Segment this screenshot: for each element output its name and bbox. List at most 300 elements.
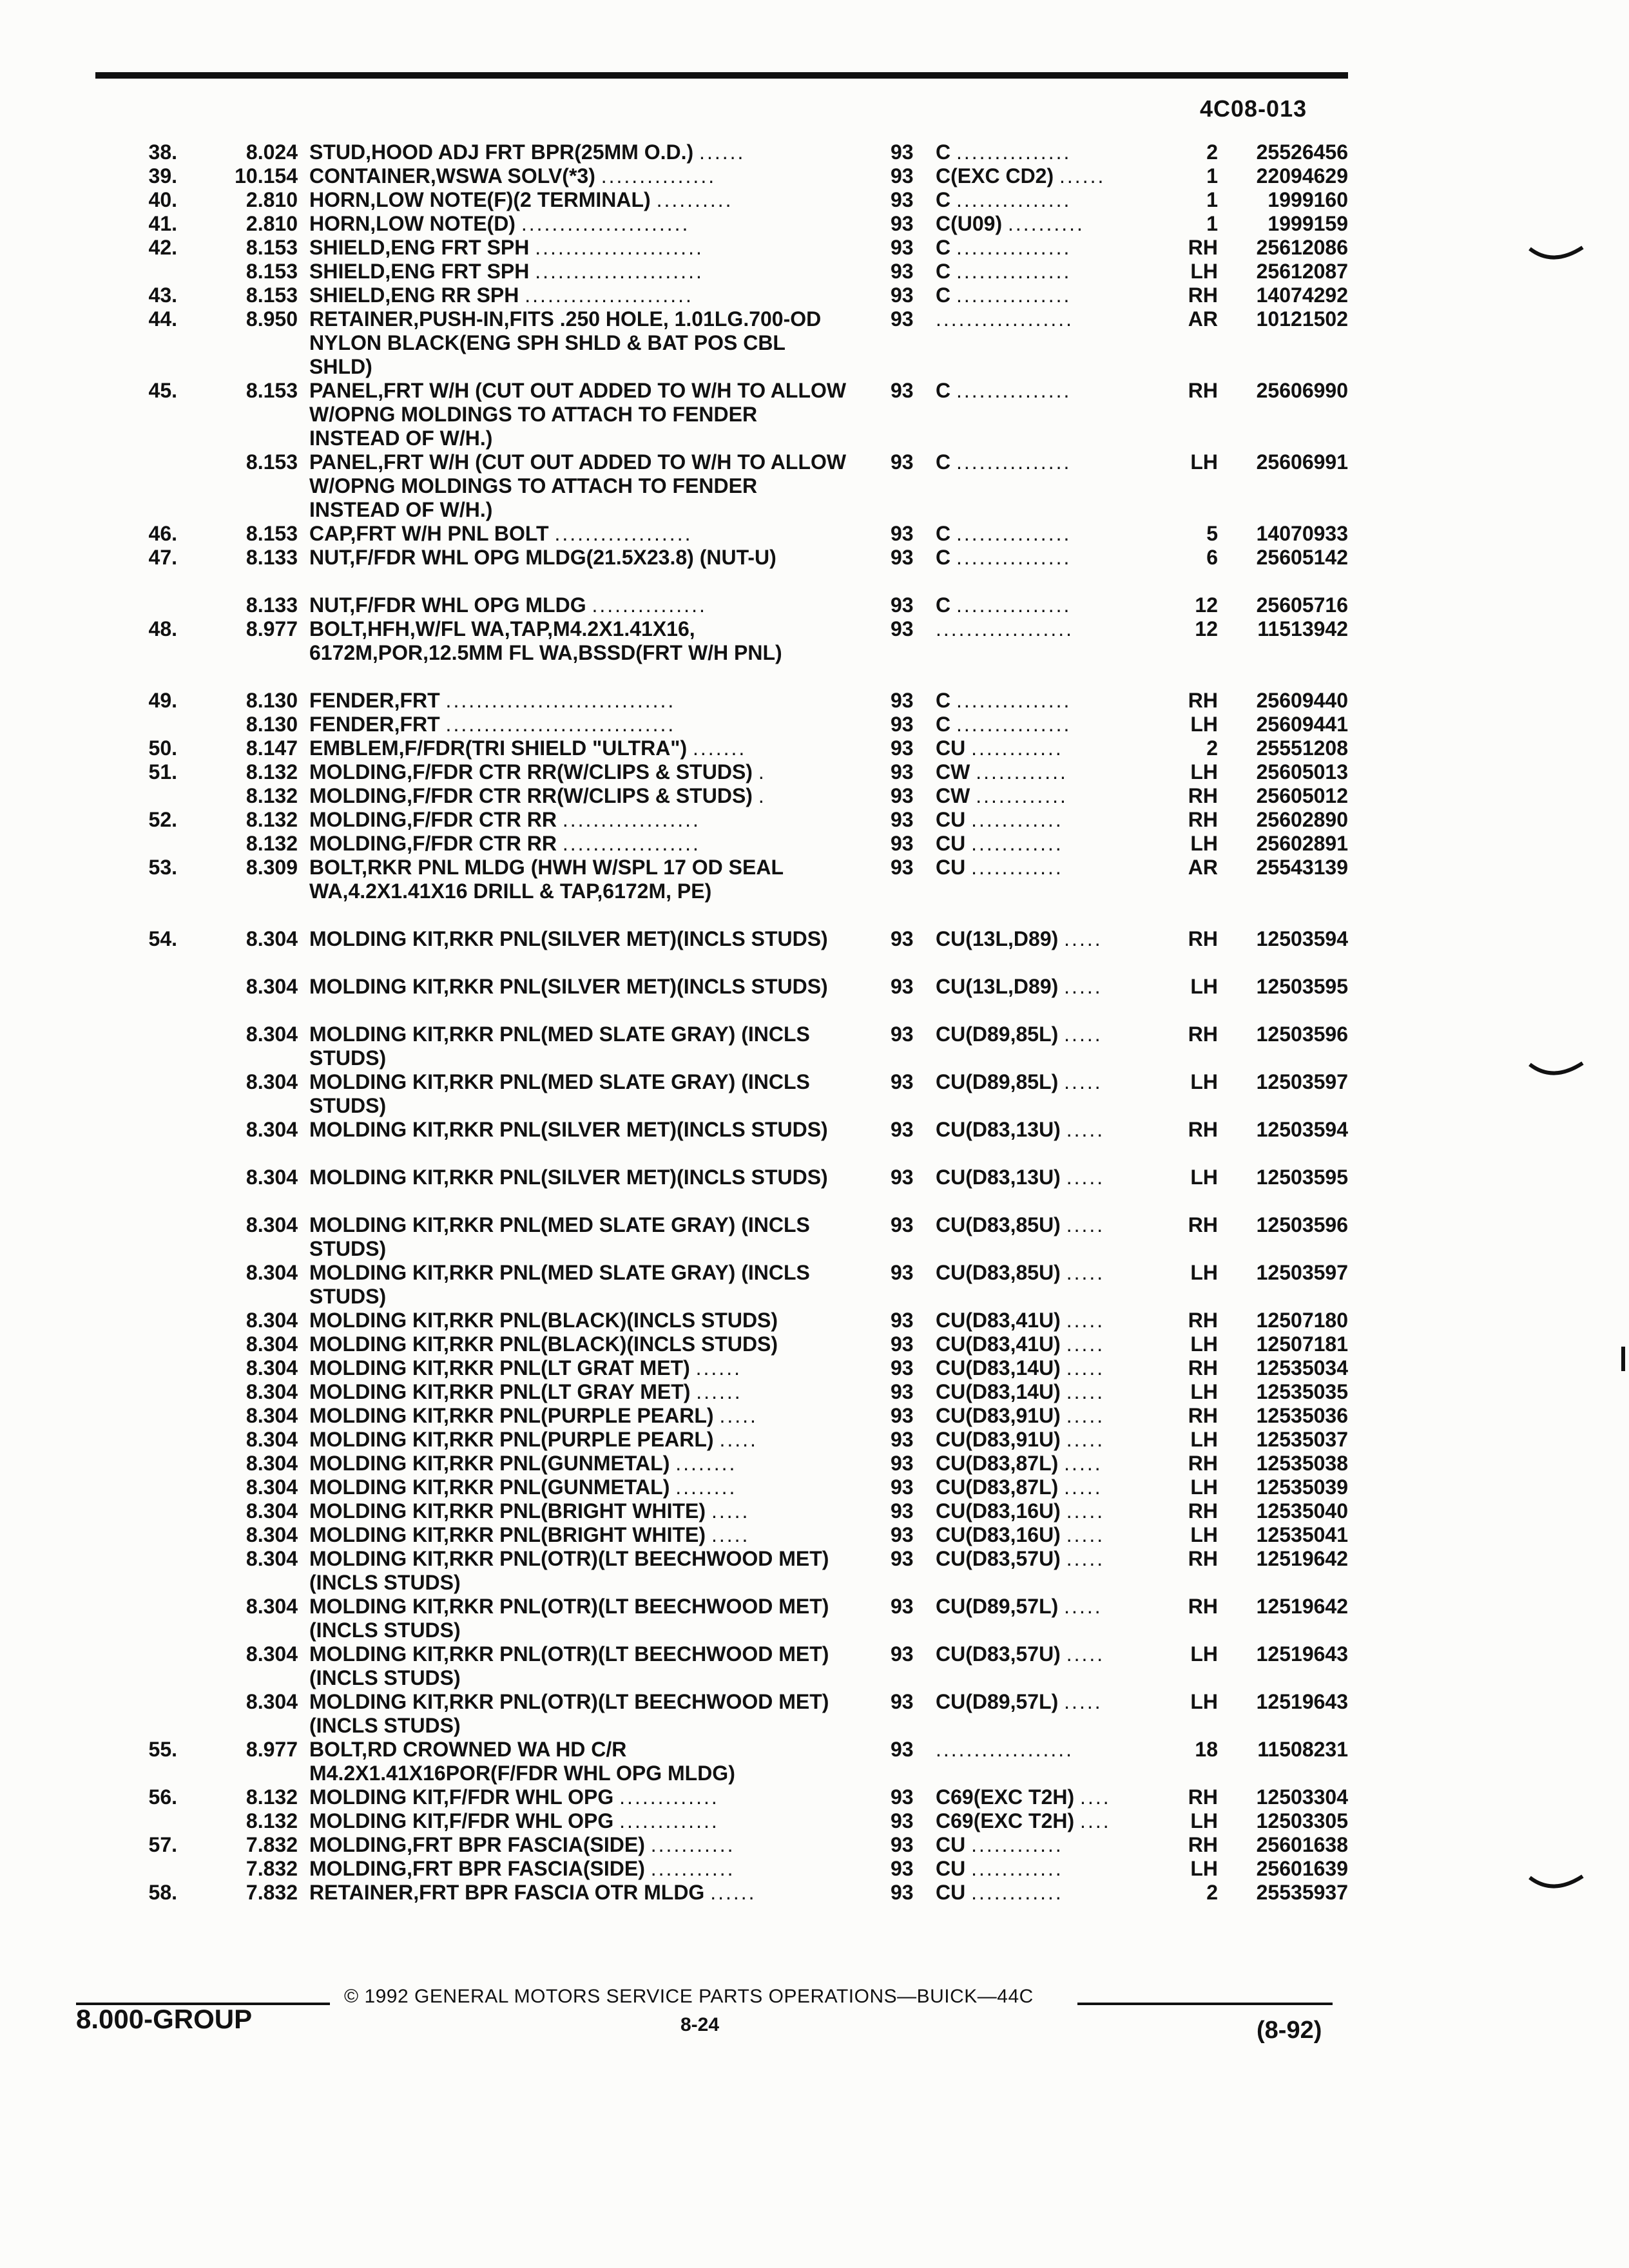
quantity: 1 bbox=[1206, 164, 1218, 187]
part-name: RETAINER bbox=[309, 307, 414, 331]
part-number: 11513942 bbox=[1257, 617, 1348, 640]
model-code bbox=[936, 1261, 1168, 1285]
leader-dots: ..... bbox=[1064, 927, 1103, 950]
part-name: FENDER bbox=[309, 713, 394, 736]
model-code-text: C bbox=[936, 689, 951, 712]
part-description bbox=[309, 927, 851, 951]
table-row bbox=[0, 927, 1629, 975]
model-year: 93 bbox=[891, 1309, 914, 1332]
quantity: RH bbox=[1188, 1499, 1218, 1523]
model-year: 93 bbox=[891, 1118, 914, 1141]
part-description bbox=[309, 1523, 851, 1547]
leader-dots: ............ bbox=[971, 1857, 1063, 1880]
leader-dots: ............ bbox=[971, 1881, 1063, 1904]
part-description bbox=[309, 284, 851, 307]
model-year: 93 bbox=[891, 808, 914, 831]
quantity: LH bbox=[1190, 1166, 1218, 1189]
leader-dots: ...... bbox=[696, 1380, 742, 1403]
table-row bbox=[0, 546, 1629, 593]
reference-number: 56. bbox=[148, 1785, 177, 1809]
part-description bbox=[309, 307, 851, 379]
group-number: 8.153 bbox=[246, 236, 298, 259]
parts-list bbox=[0, 140, 1629, 1905]
part-detail: ,LOW NOTE(F)(2 TERMINAL) bbox=[370, 188, 651, 211]
reference-number: 41. bbox=[148, 212, 177, 235]
table-row bbox=[0, 689, 1629, 713]
table-row bbox=[0, 1309, 1629, 1332]
table-row bbox=[0, 1452, 1629, 1475]
part-name: MOLDING KIT bbox=[309, 1118, 443, 1141]
part-number: 12507181 bbox=[1256, 1332, 1348, 1356]
quantity: RH bbox=[1188, 236, 1218, 259]
table-row bbox=[0, 1738, 1629, 1785]
part-description bbox=[309, 1857, 851, 1881]
part-description bbox=[309, 1690, 851, 1738]
group-number: 8.304 bbox=[246, 927, 298, 950]
part-number: 25609440 bbox=[1256, 689, 1348, 712]
part-detail: ,FRT W/H PNL BOLT bbox=[350, 522, 549, 545]
quantity: LH bbox=[1190, 1809, 1218, 1832]
group-number: 2.810 bbox=[246, 188, 298, 211]
quantity: 5 bbox=[1206, 522, 1218, 545]
leader-dots: ..... bbox=[1064, 1452, 1103, 1475]
part-number: 22094629 bbox=[1256, 164, 1348, 187]
group-number: 8.153 bbox=[246, 450, 298, 474]
table-row bbox=[0, 1356, 1629, 1380]
leader-dots: ...... bbox=[1059, 164, 1106, 187]
part-detail: ,RKR PNL(MED SLATE GRAY) (INCLS STUDS) bbox=[309, 1213, 810, 1260]
part-description bbox=[309, 1213, 851, 1261]
model-code-text: CU(D83,16U) bbox=[936, 1523, 1061, 1546]
part-number: 25605013 bbox=[1256, 760, 1348, 783]
model-code-text: CU bbox=[936, 1833, 966, 1856]
part-detail: ,PUSH-IN,FITS .250 HOLE, 1.01LG.700-OD NYLON BLACK(ENG SPH SHLD & BAT POS CBL SHLD) bbox=[309, 307, 822, 378]
quantity: RH bbox=[1188, 1595, 1218, 1618]
group-number: 8.147 bbox=[246, 736, 298, 760]
part-detail: ,FRT BPR FASCIA OTR MLDG bbox=[413, 1881, 705, 1904]
quantity: AR bbox=[1188, 307, 1218, 331]
part-name: MOLDING KIT bbox=[309, 1070, 443, 1093]
part-detail: ,RKR PNL(OTR)(LT BEECHWOOD MET)(INCLS STUDS) bbox=[309, 1547, 829, 1594]
model-year: 93 bbox=[891, 617, 914, 640]
part-number: 12503596 bbox=[1256, 1213, 1348, 1236]
group-number: 8.304 bbox=[246, 1595, 298, 1618]
group-number: 8.024 bbox=[246, 140, 298, 164]
leader-dots: ............... bbox=[956, 450, 1072, 474]
part-detail: ,RKR PNL(LT GRAT MET) bbox=[443, 1356, 690, 1379]
group-number: 8.950 bbox=[246, 307, 298, 331]
model-year: 93 bbox=[891, 1857, 914, 1880]
quantity: 2 bbox=[1206, 736, 1218, 760]
part-detail: ,RKR PNL(OTR)(LT BEECHWOOD MET)(INCLS STUDS) bbox=[309, 1595, 829, 1642]
model-year: 93 bbox=[891, 236, 914, 259]
model-code bbox=[936, 975, 1168, 999]
part-name: MOLDING bbox=[309, 832, 407, 855]
leader-dots: ..... bbox=[1064, 975, 1103, 998]
leader-dots: ............... bbox=[592, 593, 707, 617]
part-number: 1999160 bbox=[1268, 188, 1348, 211]
part-detail: ,FRT BPR FASCIA(SIDE) bbox=[407, 1833, 645, 1856]
part-name: BOLT bbox=[309, 1738, 362, 1761]
reference-number: 40. bbox=[148, 188, 177, 211]
leader-dots: ..... bbox=[1066, 1213, 1105, 1236]
part-description bbox=[309, 1332, 851, 1356]
quantity: AR bbox=[1188, 856, 1218, 879]
part-number: 25612086 bbox=[1256, 236, 1348, 259]
part-number: 12535035 bbox=[1256, 1380, 1348, 1403]
group-number: 8.304 bbox=[246, 1118, 298, 1141]
part-description bbox=[309, 689, 851, 713]
group-number: 8.304 bbox=[246, 1332, 298, 1356]
quantity: RH bbox=[1188, 1309, 1218, 1332]
leader-dots: ............... bbox=[601, 164, 717, 187]
quantity: LH bbox=[1190, 1261, 1218, 1284]
model-code-text: C bbox=[936, 236, 951, 259]
model-year: 93 bbox=[891, 1547, 914, 1570]
leader-dots: ............... bbox=[956, 546, 1072, 569]
model-code bbox=[936, 1213, 1168, 1237]
leader-dots: ..... bbox=[1064, 1023, 1103, 1046]
part-name: MOLDING KIT bbox=[309, 1356, 443, 1379]
quantity: 1 bbox=[1206, 188, 1218, 211]
part-name: MOLDING bbox=[309, 1857, 407, 1880]
reference-number: 52. bbox=[148, 808, 177, 831]
part-detail: ,RKR PNL(SILVER MET)(INCLS STUDS) bbox=[443, 975, 828, 998]
model-code-text: CU(D89,85L) bbox=[936, 1070, 1059, 1093]
model-year: 93 bbox=[891, 450, 914, 474]
reference-number: 47. bbox=[148, 546, 177, 569]
leader-dots: ............ bbox=[971, 856, 1063, 879]
part-description bbox=[309, 1356, 851, 1380]
model-code bbox=[936, 1499, 1168, 1523]
quantity: LH bbox=[1190, 1428, 1218, 1451]
model-year: 93 bbox=[891, 689, 914, 712]
leader-dots: ..... bbox=[1066, 1356, 1105, 1379]
model-year: 93 bbox=[891, 1332, 914, 1356]
part-description bbox=[309, 1404, 851, 1428]
model-year: 93 bbox=[891, 546, 914, 569]
leader-dots: ..... bbox=[1066, 1261, 1105, 1284]
table-row bbox=[0, 1475, 1629, 1499]
table-row bbox=[0, 1881, 1629, 1905]
part-description bbox=[309, 260, 851, 284]
model-year: 93 bbox=[891, 140, 914, 164]
model-code bbox=[936, 546, 1168, 570]
group-number: 8.133 bbox=[246, 593, 298, 617]
table-row bbox=[0, 284, 1629, 307]
part-number: 12535039 bbox=[1256, 1475, 1348, 1499]
model-year: 93 bbox=[891, 927, 914, 950]
leader-dots: ...................... bbox=[521, 212, 690, 235]
part-number: 25606990 bbox=[1256, 379, 1348, 402]
group-number: 8.304 bbox=[246, 1213, 298, 1236]
table-row bbox=[0, 379, 1629, 450]
table-row bbox=[0, 1857, 1629, 1881]
leader-dots: ..... bbox=[1066, 1642, 1105, 1666]
reference-number: 54. bbox=[148, 927, 177, 950]
group-number: 7.832 bbox=[246, 1881, 298, 1904]
group-number: 8.304 bbox=[246, 1475, 298, 1499]
model-year: 93 bbox=[891, 713, 914, 736]
part-description bbox=[309, 1166, 851, 1189]
table-row bbox=[0, 713, 1629, 736]
leader-dots: ..... bbox=[1066, 1309, 1105, 1332]
model-code-text: CU(D83,41U) bbox=[936, 1309, 1061, 1332]
quantity: LH bbox=[1190, 832, 1218, 855]
part-detail: ,HOOD ADJ FRT BPR(25MM O.D.) bbox=[365, 140, 694, 164]
leader-dots: ..... bbox=[719, 1404, 758, 1427]
part-number: 12535038 bbox=[1256, 1452, 1348, 1475]
leader-dots: .... bbox=[1080, 1785, 1111, 1809]
reference-number: 43. bbox=[148, 284, 177, 307]
model-code-text: C bbox=[936, 284, 951, 307]
part-detail: ,ENG FRT SPH bbox=[385, 236, 530, 259]
leader-dots: ............... bbox=[956, 713, 1072, 736]
part-number: 25602891 bbox=[1256, 832, 1348, 855]
part-number: 25601639 bbox=[1256, 1857, 1348, 1880]
table-row bbox=[0, 450, 1629, 522]
table-row bbox=[0, 236, 1629, 260]
part-detail: ,FRT bbox=[394, 689, 440, 712]
leader-dots: ............... bbox=[956, 593, 1072, 617]
part-description bbox=[309, 975, 851, 999]
leader-dots: ..... bbox=[1064, 1690, 1103, 1713]
group-number: 2.810 bbox=[246, 212, 298, 235]
model-code-text: CU(D83,16U) bbox=[936, 1499, 1061, 1523]
part-name: RETAINER bbox=[309, 1881, 414, 1904]
part-name: MOLDING bbox=[309, 760, 407, 783]
part-name: MOLDING KIT bbox=[309, 1523, 443, 1546]
part-name: MOLDING KIT bbox=[309, 1452, 443, 1475]
model-code bbox=[936, 713, 1168, 736]
part-description bbox=[309, 450, 851, 522]
model-year: 93 bbox=[891, 1595, 914, 1618]
table-row bbox=[0, 1166, 1629, 1213]
group-number: 8.304 bbox=[246, 1642, 298, 1666]
part-detail: ,RKR PNL MLDG (HWH W/SPL 17 OD SEAL WA,4.2X1.41X16 DRILL & TAP,6172M, PE) bbox=[309, 856, 784, 903]
model-code bbox=[936, 736, 1168, 760]
part-detail: ,RKR PNL(OTR)(LT BEECHWOOD MET)(INCLS STUDS) bbox=[309, 1642, 829, 1689]
part-number: 12535037 bbox=[1256, 1428, 1348, 1451]
table-row bbox=[0, 1332, 1629, 1356]
part-name: CONTAINER bbox=[309, 164, 430, 187]
model-year: 93 bbox=[891, 164, 914, 187]
quantity: RH bbox=[1188, 1833, 1218, 1856]
part-description bbox=[309, 212, 851, 236]
table-row bbox=[0, 760, 1629, 784]
part-number: 12535040 bbox=[1256, 1499, 1348, 1523]
leader-dots: ............... bbox=[956, 236, 1072, 259]
table-row bbox=[0, 1785, 1629, 1809]
part-name: MOLDING KIT bbox=[309, 1547, 443, 1570]
part-detail: ,RKR PNL(GUNMETAL) bbox=[443, 1475, 670, 1499]
part-detail: ,RKR PNL(MED SLATE GRAY) (INCLS STUDS) bbox=[309, 1261, 810, 1308]
model-code-text: CU(D83,41U) bbox=[936, 1332, 1061, 1356]
model-year: 93 bbox=[891, 856, 914, 879]
model-code-text: CU bbox=[936, 736, 966, 760]
part-detail: ,RKR PNL(SILVER MET)(INCLS STUDS) bbox=[443, 1118, 828, 1141]
model-code bbox=[936, 1356, 1168, 1380]
leader-dots: ...... bbox=[710, 1881, 757, 1904]
model-code bbox=[936, 1642, 1168, 1666]
date-code: (8-92) bbox=[1257, 2017, 1322, 2044]
quantity: RH bbox=[1188, 1118, 1218, 1141]
model-code-text: CU bbox=[936, 1857, 966, 1880]
group-number: 8.132 bbox=[246, 832, 298, 855]
model-code bbox=[936, 1738, 1168, 1762]
table-row bbox=[0, 617, 1629, 689]
part-number: 12535041 bbox=[1256, 1523, 1348, 1546]
part-description bbox=[309, 236, 851, 260]
model-code-text: C bbox=[936, 522, 951, 545]
part-description bbox=[309, 832, 851, 856]
part-name: PANEL bbox=[309, 450, 378, 474]
table-row bbox=[0, 593, 1629, 617]
table-row bbox=[0, 1118, 1629, 1166]
part-detail: ,RKR PNL(BRIGHT WHITE) bbox=[443, 1499, 706, 1523]
leader-dots: ..... bbox=[1066, 1404, 1105, 1427]
part-name: MOLDING KIT bbox=[309, 1023, 443, 1046]
leader-dots: ............ bbox=[971, 736, 1063, 760]
part-description bbox=[309, 1118, 851, 1142]
model-code-text: CU(D83,13U) bbox=[936, 1166, 1061, 1189]
model-code bbox=[936, 1070, 1168, 1094]
model-code bbox=[936, 1881, 1168, 1905]
part-description bbox=[309, 1452, 851, 1475]
reference-number: 39. bbox=[148, 164, 177, 187]
group-number: 8.153 bbox=[246, 260, 298, 283]
part-name: MOLDING bbox=[309, 808, 407, 831]
quantity: RH bbox=[1188, 1023, 1218, 1046]
part-number: 12519642 bbox=[1256, 1595, 1348, 1618]
model-code-text: CU(D89,57L) bbox=[936, 1595, 1059, 1618]
group-number: 8.977 bbox=[246, 1738, 298, 1761]
model-code bbox=[936, 522, 1168, 546]
model-code-text: CU bbox=[936, 808, 966, 831]
part-description bbox=[309, 140, 851, 164]
model-year: 93 bbox=[891, 832, 914, 855]
group-number: 8.304 bbox=[246, 975, 298, 998]
model-code bbox=[936, 307, 1168, 331]
part-number: 12535036 bbox=[1256, 1404, 1348, 1427]
table-row bbox=[0, 1070, 1629, 1118]
part-description bbox=[309, 188, 851, 212]
part-description bbox=[309, 617, 851, 665]
quantity: RH bbox=[1188, 1547, 1218, 1570]
part-description bbox=[309, 1809, 851, 1833]
part-detail: ,WSWA SOLV(*3) bbox=[430, 164, 595, 187]
table-row bbox=[0, 1213, 1629, 1261]
model-code bbox=[936, 1380, 1168, 1404]
quantity: RH bbox=[1188, 284, 1218, 307]
leader-dots: ..... bbox=[1066, 1499, 1105, 1523]
leader-dots: . bbox=[758, 784, 766, 807]
part-name: SHIELD bbox=[309, 236, 385, 259]
leader-dots: .................. bbox=[936, 617, 1074, 640]
part-name: FENDER bbox=[309, 689, 394, 712]
part-number: 25601638 bbox=[1256, 1833, 1348, 1856]
model-code-text: CU(D83,91U) bbox=[936, 1404, 1061, 1427]
group-number: 8.130 bbox=[246, 689, 298, 712]
leader-dots: ............ bbox=[971, 808, 1063, 831]
part-number: 25605142 bbox=[1256, 546, 1348, 569]
model-code bbox=[936, 260, 1168, 284]
part-detail: ,RKR PNL(SILVER MET)(INCLS STUDS) bbox=[443, 1166, 828, 1189]
table-row bbox=[0, 1690, 1629, 1738]
quantity: LH bbox=[1190, 260, 1218, 283]
quantity: LH bbox=[1190, 1523, 1218, 1546]
leader-dots: ............... bbox=[956, 689, 1072, 712]
table-row bbox=[0, 808, 1629, 832]
part-number: 11508231 bbox=[1257, 1738, 1348, 1761]
quantity: 2 bbox=[1206, 140, 1218, 164]
leader-dots: ..... bbox=[719, 1428, 758, 1451]
leader-dots: ............ bbox=[971, 832, 1063, 855]
table-row bbox=[0, 1261, 1629, 1309]
group-number: 8.132 bbox=[246, 1809, 298, 1832]
model-code-text: CU(D83,57U) bbox=[936, 1642, 1061, 1666]
quantity: LH bbox=[1190, 1642, 1218, 1666]
part-description bbox=[309, 713, 851, 736]
top-rule bbox=[95, 72, 1348, 79]
part-detail: ,RKR PNL(OTR)(LT BEECHWOOD MET)(INCLS STUDS) bbox=[309, 1690, 829, 1737]
reference-number: 53. bbox=[148, 856, 177, 879]
leader-dots: ..... bbox=[1066, 1380, 1105, 1403]
part-number: 12507180 bbox=[1256, 1309, 1348, 1332]
model-code-text: CU bbox=[936, 856, 966, 879]
model-code bbox=[936, 1785, 1168, 1809]
part-detail: ,F/FDR WHL OPG MLDG(21.5X23.8) (NUT-U) bbox=[349, 546, 776, 569]
leader-dots: .................. bbox=[936, 307, 1074, 331]
model-code bbox=[936, 188, 1168, 212]
part-description bbox=[309, 1881, 851, 1905]
quantity: RH bbox=[1188, 808, 1218, 831]
part-detail: ,FRT W/H (CUT OUT ADDED TO W/H TO ALLOW W/OPNG MOLDINGS TO ATTACH TO FENDER INSTEAD OF W/H.) bbox=[309, 450, 847, 521]
model-year: 93 bbox=[891, 522, 914, 545]
model-code bbox=[936, 1690, 1168, 1714]
model-code bbox=[936, 1595, 1168, 1619]
model-year: 93 bbox=[891, 379, 914, 402]
part-number: 25609441 bbox=[1256, 713, 1348, 736]
model-code bbox=[936, 832, 1168, 856]
part-detail: ,RKR PNL(PURPLE PEARL) bbox=[443, 1404, 714, 1427]
leader-dots: ............. bbox=[619, 1809, 719, 1832]
part-detail: ,FRT bbox=[394, 713, 440, 736]
model-code bbox=[936, 1523, 1168, 1547]
part-name: MOLDING KIT bbox=[309, 1332, 443, 1356]
model-year: 93 bbox=[891, 1785, 914, 1809]
table-row bbox=[0, 1523, 1629, 1547]
leader-dots: ...................... bbox=[535, 236, 704, 259]
part-number: 14070933 bbox=[1256, 522, 1348, 545]
model-code-text: C(EXC CD2) bbox=[936, 164, 1054, 187]
part-description bbox=[309, 1070, 851, 1118]
model-code-text: CU(D89,57L) bbox=[936, 1690, 1059, 1713]
model-code bbox=[936, 1833, 1168, 1857]
part-number: 10121502 bbox=[1256, 307, 1348, 331]
part-number: 25543139 bbox=[1256, 856, 1348, 879]
model-code bbox=[936, 1404, 1168, 1428]
part-description bbox=[309, 546, 851, 570]
model-year: 93 bbox=[891, 593, 914, 617]
leader-dots: ..... bbox=[711, 1523, 750, 1546]
group-number: 8.304 bbox=[246, 1690, 298, 1713]
part-description bbox=[309, 1595, 851, 1642]
model-code-text: CU(D83,14U) bbox=[936, 1380, 1061, 1403]
part-detail: ,RD CROWNED WA HD C/R M4.2X1.41X16POR(F/FDR WHL OPG MLDG) bbox=[309, 1738, 735, 1785]
part-name: MOLDING KIT bbox=[309, 1166, 443, 1189]
part-name: MOLDING KIT bbox=[309, 1309, 443, 1332]
